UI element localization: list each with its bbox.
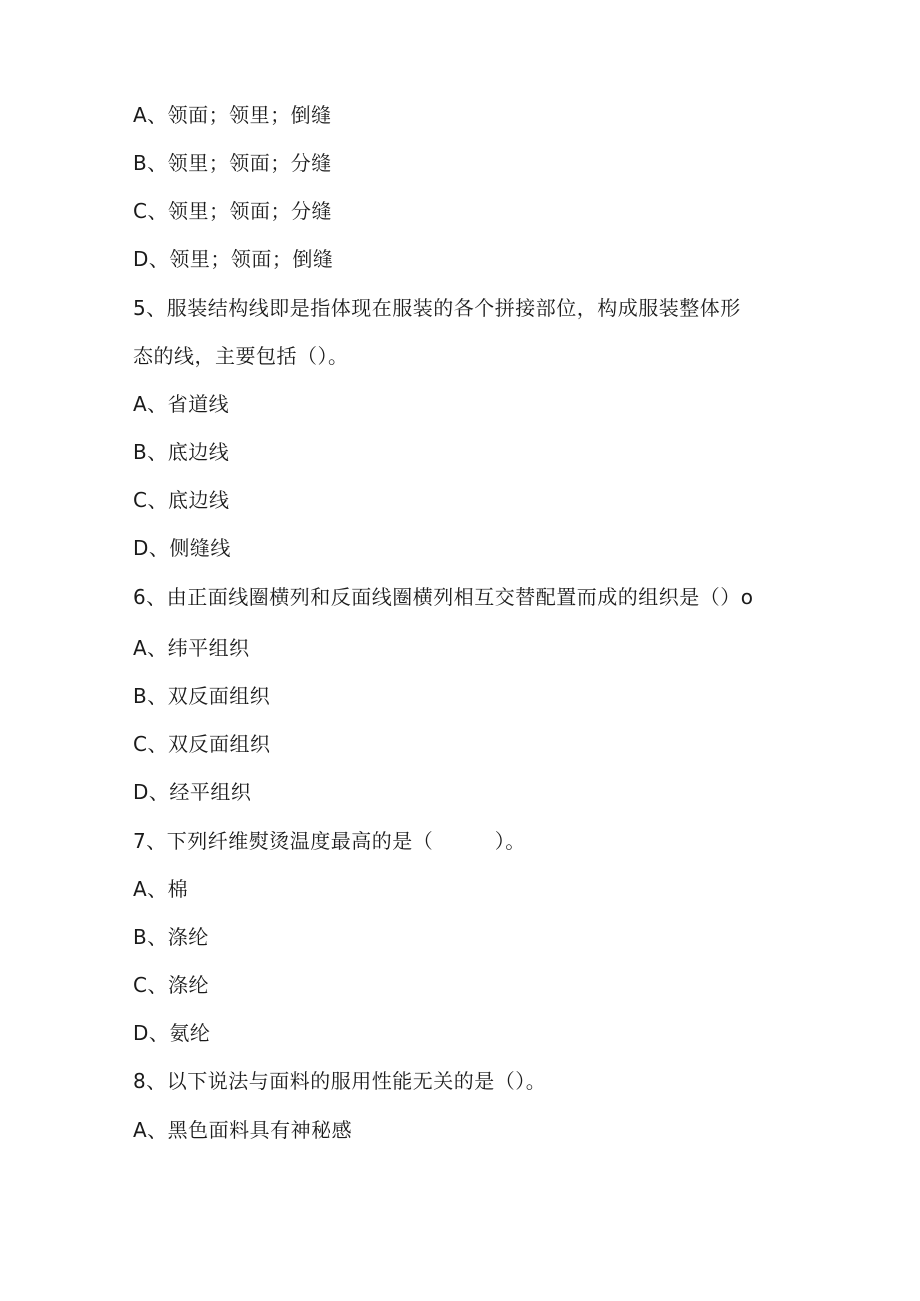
option-b-q6: B、双反面组织 — [133, 684, 271, 708]
option-b-q4: B、领里；领面；分缝 — [133, 151, 332, 175]
question-7: 7、下列纤维熨烫温度最高的是（ ）。 — [133, 829, 526, 853]
option-c-q7: C、涤纶 — [133, 973, 209, 997]
option-a-q5: A、省道线 — [133, 392, 230, 416]
option-d-q5: D、侧缝线 — [133, 536, 231, 560]
option-a-q4: A、领面；领里；倒缝 — [133, 103, 332, 127]
question-5-line-2: 态的线，主要包括（）。 — [133, 344, 349, 368]
question-5-line-1: 5、服装结构线即是指体现在服装的各个拼接部位，构成服装整体形 — [133, 296, 741, 320]
option-a-q7: A、棉 — [133, 877, 189, 901]
option-c-q6: C、双反面组织 — [133, 732, 271, 756]
option-d-q6: D、经平组织 — [133, 780, 252, 804]
option-b-q7: B、涤纶 — [133, 925, 209, 949]
option-c-q4: C、领里；领面；分缝 — [133, 199, 332, 223]
option-c-q5: C、底边线 — [133, 488, 230, 512]
option-d-q7: D、氨纶 — [133, 1021, 211, 1045]
option-d-q4: D、领里；领面；倒缝 — [133, 247, 334, 271]
option-a-q8: A、黑色面料具有神秘感 — [133, 1118, 353, 1142]
question-8: 8、以下说法与面料的服用性能无关的是（）。 — [133, 1069, 547, 1093]
option-a-q6: A、纬平组织 — [133, 636, 250, 660]
question-6: 6、由正面线圈横列和反面线圈横列相互交替配置而成的组织是（）o — [133, 585, 754, 609]
option-b-q5: B、底边线 — [133, 440, 230, 464]
